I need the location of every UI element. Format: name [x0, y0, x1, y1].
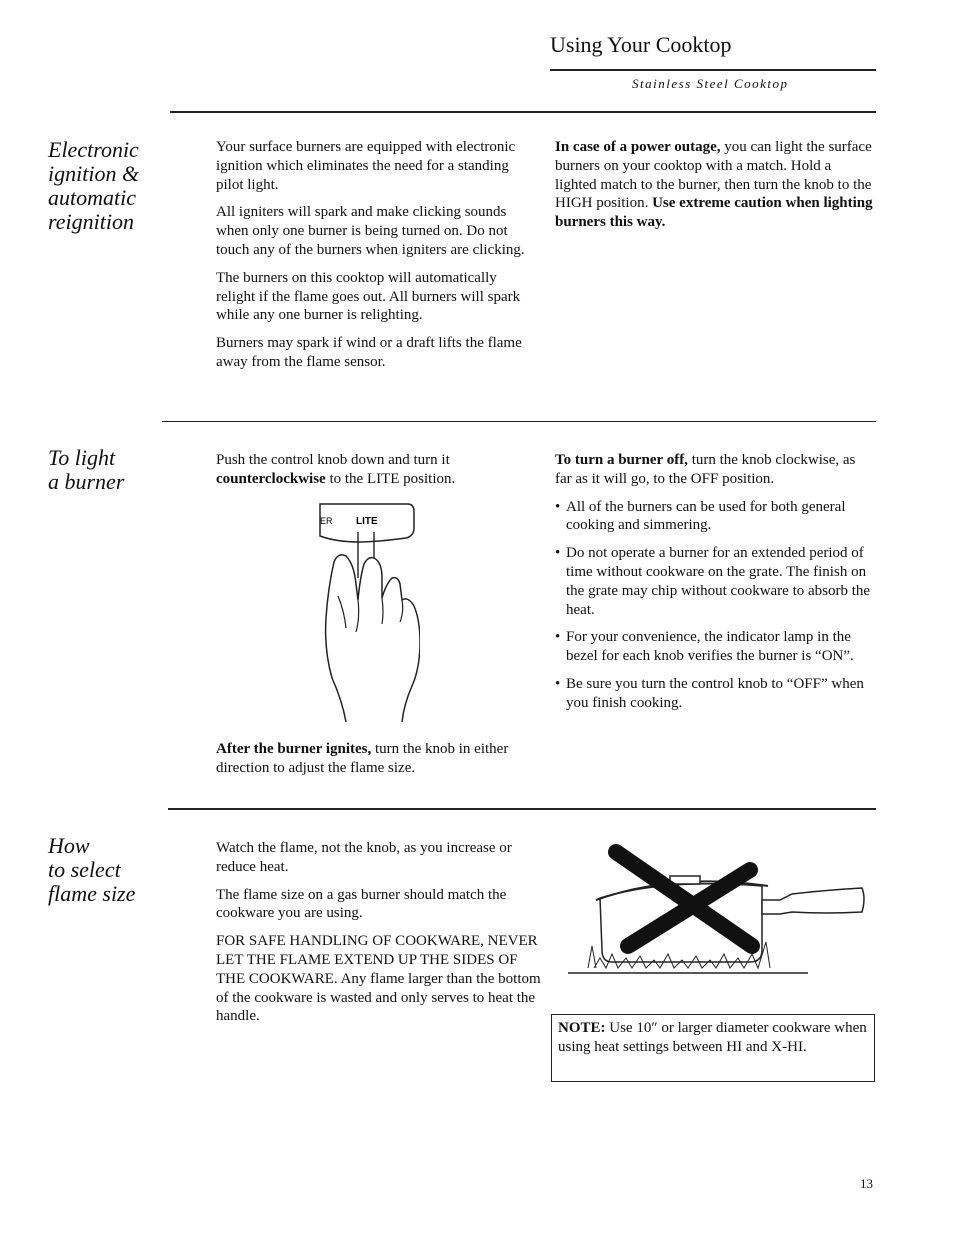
section-divider — [168, 808, 876, 810]
paragraph: FOR SAFE HANDLING OF COOKWARE, NEVER LET THE FLAME EXTEND UP THE SIDES OF THE COOKWARE. Any flame larger than the bottom of the cookware is wasted and only serves to heat the handle. — [216, 933, 541, 1025]
power-outage-warning: Use extreme caution when lighting burners this way. — [555, 195, 873, 231]
note-label: NOTE: — [558, 1020, 606, 1036]
page-header-subtitle: Stainless Steel Cooktop — [632, 76, 789, 91]
section-title-flame-size — [48, 834, 178, 906]
header-rule-long — [170, 111, 876, 113]
bullet-dot: • — [555, 629, 561, 646]
bullet-item: • Be sure you turn the control knob to “OFF” when you finish cooking. — [555, 675, 864, 711]
bullet-item: • For your convenience, the indicator lamp in the bezel for each knob verifies the burner is “ON”. — [555, 629, 854, 665]
turn-off-paragraph: To turn a burner off, turn the knob clockwise, as far as it will go, to the OFF position. — [555, 452, 856, 487]
after-ignition-paragraph: After the burner ignites, turn the knob in either direction to adjust the flame size. — [216, 741, 509, 776]
paragraph: All igniters will spark and make clicking sounds when only one burner is being turned on. Do not touch any of the burners when igniters are clicking. — [216, 204, 525, 258]
paragraph: Your surface burners are equipped with electronic ignition which eliminates the need for a standing pilot light. — [216, 139, 516, 193]
turn-off-lead: To turn a burner off, — [555, 452, 688, 468]
note-text: Use 10″ or larger diameter cookware when using heat settings between HI and X-HI. — [558, 1020, 867, 1055]
hand-outline — [326, 555, 420, 722]
page-header-title: Using Your Cooktop — [550, 32, 732, 57]
bullet-item: • All of the burners can be used for both general cooking and simmering. — [555, 498, 846, 534]
section-title-line: flame size — [48, 881, 136, 906]
note-box — [551, 1014, 875, 1082]
after-ignition-lead: After the burner ignites, — [216, 741, 372, 757]
section-title-line: to select — [48, 857, 121, 882]
hand-turning-knob-illustration — [316, 500, 420, 724]
power-outage-paragraph — [555, 138, 873, 232]
section-title-line: a burner — [48, 469, 125, 494]
paragraph: Watch the flame, not the knob, as you increase or reduce heat. — [216, 840, 512, 875]
section-title-line: To light — [48, 445, 116, 470]
section2-intro — [216, 451, 534, 498]
knob-label-edge: ER — [320, 516, 333, 526]
section1-right-column — [555, 138, 873, 241]
section2-right-column — [555, 451, 873, 722]
bullet-dot: • — [555, 498, 561, 515]
section-title-light-burner — [48, 446, 178, 494]
section1-left-column — [216, 138, 534, 381]
section2-after-ignition — [216, 740, 541, 787]
bullet-dot: • — [555, 545, 561, 562]
page-number: 13 — [860, 1176, 873, 1191]
power-outage-lead: In case of a power outage, — [555, 139, 721, 155]
knob-label-lite: LITE — [356, 516, 378, 527]
counterclockwise-emphasis: counterclockwise — [216, 470, 326, 487]
section-divider — [162, 421, 876, 422]
paragraph: The flame size on a gas burner should match the cookware you are using. — [216, 886, 507, 922]
paragraph: Burners may spark if wind or a draft lifts the flame away from the flame sensor. — [216, 335, 522, 370]
paragraph: The burners on this cooktop will automatically relight if the flame goes out. All burners will spark while any one burner is relighting. — [216, 269, 521, 324]
bullet-dot: • — [555, 675, 561, 692]
section-title-line: How — [48, 833, 90, 858]
power-outage-body: you can light the surface burners on your cooktop with a match. Hold a lighted match to the burner, then turn the knob to the HIGH position. — [555, 139, 872, 212]
incorrect-flame-pan-illustration — [566, 842, 870, 978]
header-rule-short — [550, 69, 876, 71]
pan-handle — [762, 888, 864, 914]
bullet-item: • Do not operate a burner for an extended period of time without cookware on the grate. The finish on the grate may chip without cookware to absorb the heat. — [555, 545, 871, 618]
light-burner-instruction: Push the control knob down and turn it counterclockwise to the LITE position. — [216, 452, 456, 487]
section3-left-column — [216, 839, 546, 1035]
section-title-electronic-ignition: Electronic ignition & automatic reignition — [48, 137, 140, 234]
